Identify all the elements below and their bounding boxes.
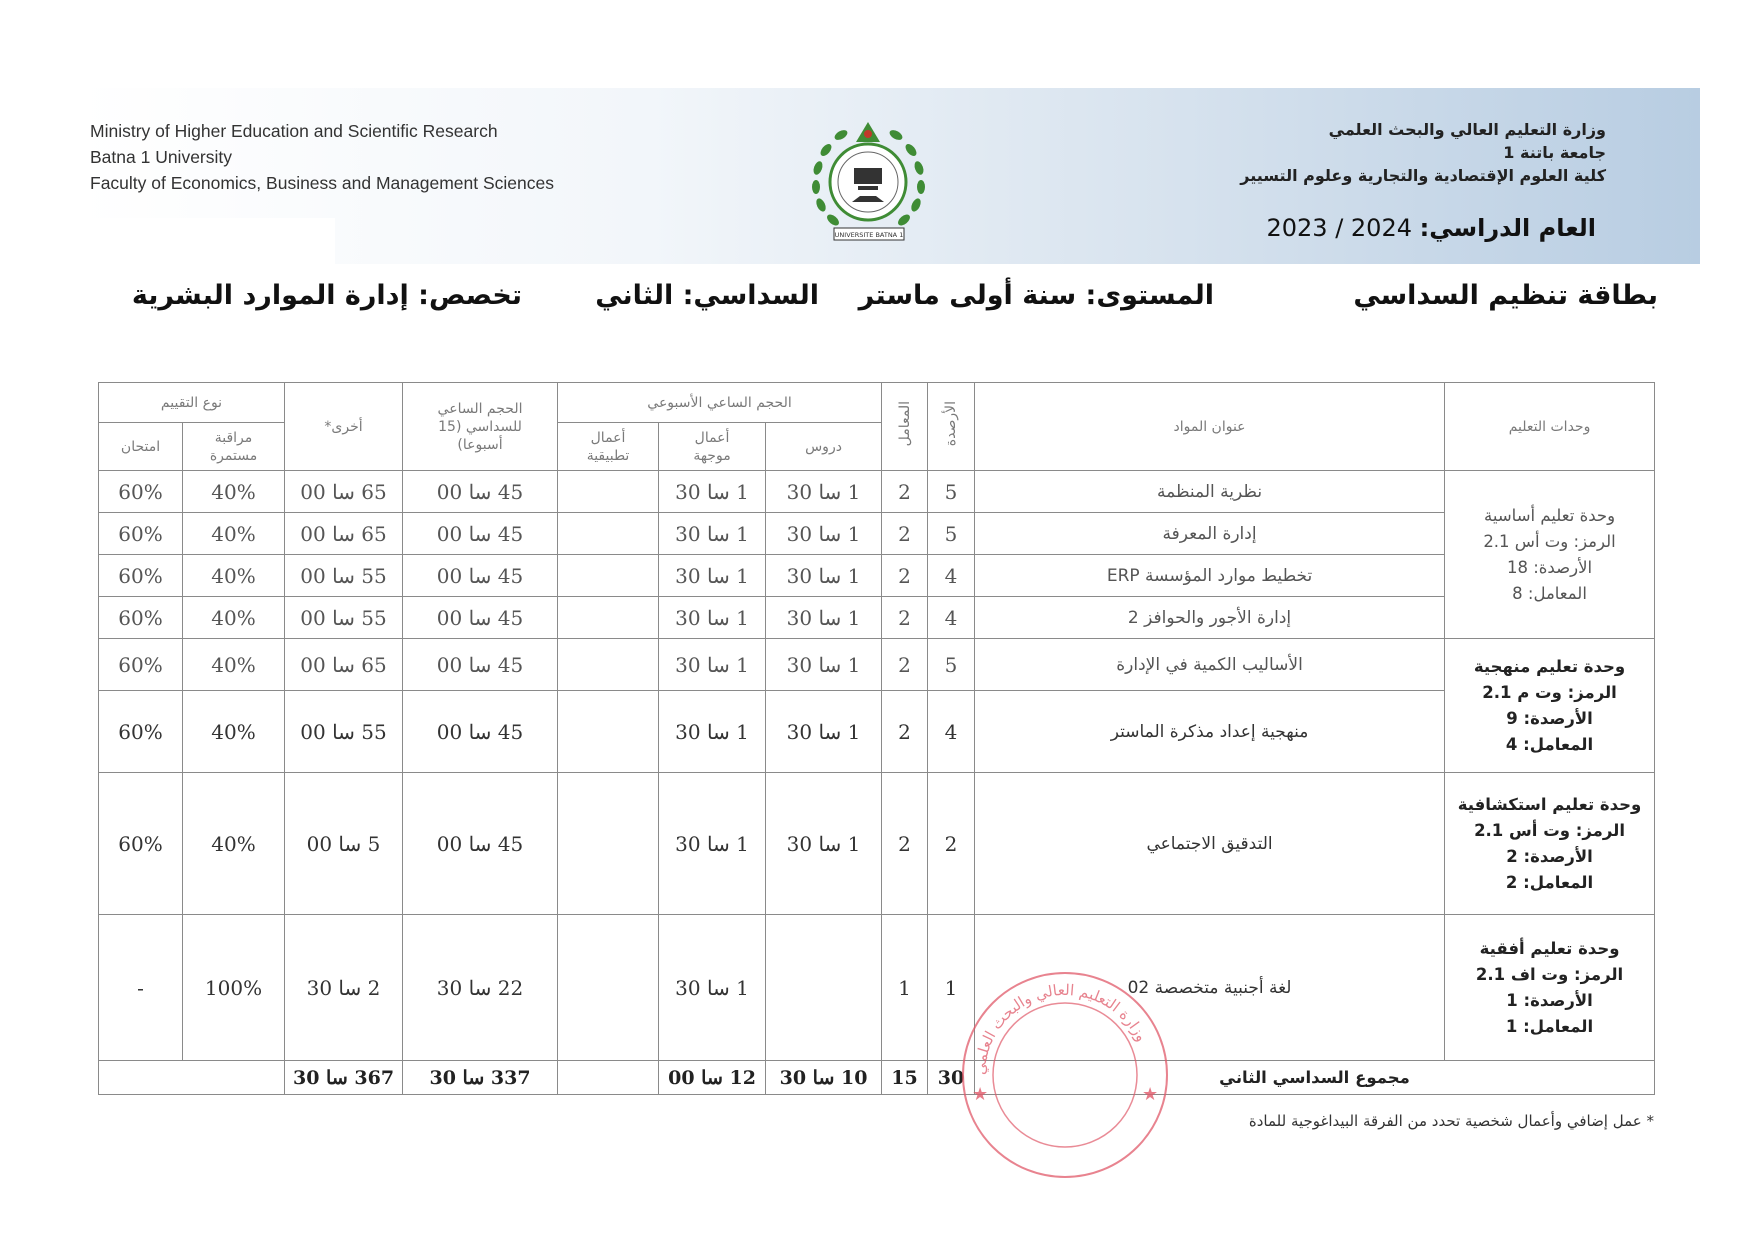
table-row (99, 555, 1655, 597)
total-other: 367 سا 30 (285, 1061, 403, 1095)
other-cell: 55 سا 00 (285, 597, 403, 639)
exam-header: امتحان (99, 423, 183, 471)
units-header: وحدات التعليم (1445, 383, 1655, 471)
lectures-cell: 1 سا 30 (766, 773, 882, 915)
svg-text:وزارة التعليم العالي والبحث ال (971, 981, 1151, 1076)
coef-cell: 2 (882, 639, 928, 691)
credits-cell: 4 (928, 555, 975, 597)
continuous-cell: 40% (183, 555, 285, 597)
header-row-1 (99, 383, 1655, 423)
subject-cell: إدارة الأجور والحوافز 2 (975, 597, 1445, 639)
other-cell: 55 سا 00 (285, 555, 403, 597)
level-title: المستوى: سنة أولى ماستر (858, 280, 1214, 311)
semester-volume-cell: 45 سا 00 (403, 471, 558, 513)
semester-volume-cell: 45 سا 00 (403, 691, 558, 773)
continuous-cell: 40% (183, 513, 285, 555)
lectures-header: دروس (766, 423, 882, 471)
credits-header: الأرصدة (928, 383, 975, 471)
tp-cell (558, 773, 659, 915)
table-row (99, 597, 1655, 639)
total-row (99, 1061, 1655, 1095)
unit-discovery: وحدة تعليم استكشافية الرمز: وت أس 2.1 الأرصدة: 2 المعامل: 2 (1445, 773, 1655, 915)
table-row (99, 471, 1655, 513)
semester-table (98, 382, 1655, 1095)
continuous-cell: 40% (183, 639, 285, 691)
academic-year-value: 2023 / 2024 (1266, 214, 1412, 242)
subject-cell: التدقيق الاجتماعي (975, 773, 1445, 915)
subject-cell: تخطيط موارد المؤسسة ERP (975, 555, 1445, 597)
td-cell: 1 سا 30 (659, 597, 766, 639)
other-cell: 65 سا 00 (285, 639, 403, 691)
credits-cell: 1 (928, 915, 975, 1061)
table-row (99, 513, 1655, 555)
td-cell: 1 سا 30 (659, 639, 766, 691)
total-td: 12 سا 00 (659, 1061, 766, 1095)
weekly-header: الحجم الساعي الأسبوعي (558, 383, 882, 423)
tp-header: أعمال تطبيقية (558, 423, 659, 471)
tp-cell (558, 915, 659, 1061)
lectures-cell: 1 سا 30 (766, 513, 882, 555)
header-arabic (1240, 118, 1606, 187)
subject-header: عنوان المواد (975, 383, 1445, 471)
unit-transversal: وحدة تعليم أفقية الرمز: وت اف 2.1 الأرصدة: 1 المعامل: 1 (1445, 915, 1655, 1061)
table-row (99, 773, 1655, 915)
continuous-cell: 40% (183, 691, 285, 773)
coef-cell: 2 (882, 691, 928, 773)
other-cell: 55 سا 00 (285, 691, 403, 773)
semester-volume-cell: 45 سا 00 (403, 773, 558, 915)
credits-cell: 5 (928, 639, 975, 691)
faculty-en: Faculty of Economics, Business and Management Sciences (90, 173, 554, 193)
total-lectures: 10 سا 30 (766, 1061, 882, 1095)
official-stamp (950, 960, 1180, 1190)
lectures-cell: 1 سا 30 (766, 471, 882, 513)
academic-year-label: العام الدراسي: (1419, 214, 1596, 242)
total-credits: 30 (928, 1061, 975, 1095)
lectures-cell (766, 915, 882, 1061)
subject-cell: لغة أجنبية متخصصة 02 (975, 915, 1445, 1061)
tp-cell (558, 639, 659, 691)
university-ar: جامعة باتنة 1 (1503, 143, 1606, 162)
coef-cell: 1 (882, 915, 928, 1061)
exam-cell: 60% (99, 513, 183, 555)
lectures-cell: 1 سا 30 (766, 691, 882, 773)
exam-cell: 60% (99, 597, 183, 639)
coef-cell: 2 (882, 513, 928, 555)
credits-cell: 2 (928, 773, 975, 915)
credits-cell: 5 (928, 513, 975, 555)
ministry-en: Ministry of Higher Education and Scientific Research (90, 121, 498, 141)
specialty-title: تخصص: إدارة الموارد البشرية (131, 280, 522, 311)
card-title: بطاقة تنظيم السداسي (1353, 280, 1658, 311)
other-cell: 2 سا 30 (285, 915, 403, 1061)
other-cell: 65 سا 00 (285, 513, 403, 555)
exam-cell: 60% (99, 773, 183, 915)
other-cell: 65 سا 00 (285, 471, 403, 513)
svg-text:★: ★ (1142, 1084, 1159, 1105)
td-header: أعمال موجهة (659, 423, 766, 471)
header-english (90, 118, 554, 196)
other-header: أخرى* (285, 383, 403, 471)
semester-volume-cell: 22 سا 30 (403, 915, 558, 1061)
credits-cell: 4 (928, 597, 975, 639)
university-logo (806, 110, 931, 250)
exam-cell: - (99, 915, 183, 1061)
tp-cell (558, 691, 659, 773)
stamp-text: وزارة التعليم العالي والبحث العلمي (970, 980, 1151, 1076)
table-row (99, 691, 1655, 773)
tp-cell (558, 597, 659, 639)
semester-volume-header: الحجم الساعي للسداسي (15 أسبوعا) (403, 383, 558, 471)
exam-cell: 60% (99, 555, 183, 597)
coef-cell: 2 (882, 773, 928, 915)
lectures-cell: 1 سا 30 (766, 597, 882, 639)
footnote: * عمل إضافي وأعمال شخصية تحدد من الفرقة البيداغوجية للمادة (1248, 1112, 1654, 1130)
svg-text:★: ★ (972, 1084, 989, 1105)
table-row (99, 639, 1655, 691)
eval-header: نوع التقييم (99, 383, 285, 423)
coef-header: المعامل (882, 383, 928, 471)
td-cell: 1 سا 30 (659, 555, 766, 597)
ministry-ar: وزارة التعليم العالي والبحث العلمي (1328, 120, 1606, 139)
semester-title: السداسي: الثاني (595, 280, 819, 311)
semester-volume-cell: 45 سا 00 (403, 513, 558, 555)
subject-cell: الأساليب الكمية في الإدارة (975, 639, 1445, 691)
header-notch (80, 218, 335, 268)
semester-volume-cell: 45 سا 00 (403, 639, 558, 691)
unit-fundamental: وحدة تعليم أساسية الرمز: وت أس 2.1 الأرصدة: 18 المعامل: 8 (1445, 471, 1655, 639)
total-semester-volume: 337 سا 30 (403, 1061, 558, 1095)
tp-cell (558, 513, 659, 555)
subject-cell: نظرية المنظمة (975, 471, 1445, 513)
other-cell: 5 سا 00 (285, 773, 403, 915)
continuous-header: مراقبة مستمرة (183, 423, 285, 471)
total-coef: 15 (882, 1061, 928, 1095)
credits-cell: 5 (928, 471, 975, 513)
logo-ribbon-text: UNIVERSITE BATNA 1 (834, 231, 904, 239)
td-cell: 1 سا 30 (659, 915, 766, 1061)
credits-cell: 4 (928, 691, 975, 773)
university-en: Batna 1 University (90, 147, 233, 167)
total-label: مجموع السداسي الثاني (975, 1061, 1655, 1095)
td-cell: 1 سا 30 (659, 513, 766, 555)
td-cell: 1 سا 30 (659, 773, 766, 915)
exam-cell: 60% (99, 691, 183, 773)
table-row (99, 915, 1655, 1061)
td-cell: 1 سا 30 (659, 691, 766, 773)
faculty-ar: كلية العلوم الإقتصادية والتجارية وعلوم التسيير (1240, 166, 1606, 185)
exam-cell: 60% (99, 639, 183, 691)
continuous-cell: 40% (183, 773, 285, 915)
td-cell: 1 سا 30 (659, 471, 766, 513)
subject-cell: منهجية إعداد مذكرة الماستر (975, 691, 1445, 773)
unit-methodology: وحدة تعليم منهجية الرمز: وت م 2.1 الأرصدة: 9 المعامل: 4 (1445, 639, 1655, 773)
coef-cell: 2 (882, 471, 928, 513)
tp-cell (558, 555, 659, 597)
lectures-cell: 1 سا 30 (766, 555, 882, 597)
total-tp (558, 1061, 659, 1095)
total-eval-empty (99, 1061, 285, 1095)
coef-cell: 2 (882, 555, 928, 597)
lectures-cell: 1 سا 30 (766, 639, 882, 691)
coef-cell: 2 (882, 597, 928, 639)
continuous-cell: 40% (183, 597, 285, 639)
semester-volume-cell: 45 سا 00 (403, 597, 558, 639)
continuous-cell: 40% (183, 471, 285, 513)
subject-cell: إدارة المعرفة (975, 513, 1445, 555)
semester-volume-cell: 45 سا 00 (403, 555, 558, 597)
tp-cell (558, 471, 659, 513)
continuous-cell: 100% (183, 915, 285, 1061)
exam-cell: 60% (99, 471, 183, 513)
academic-year (1266, 214, 1596, 242)
